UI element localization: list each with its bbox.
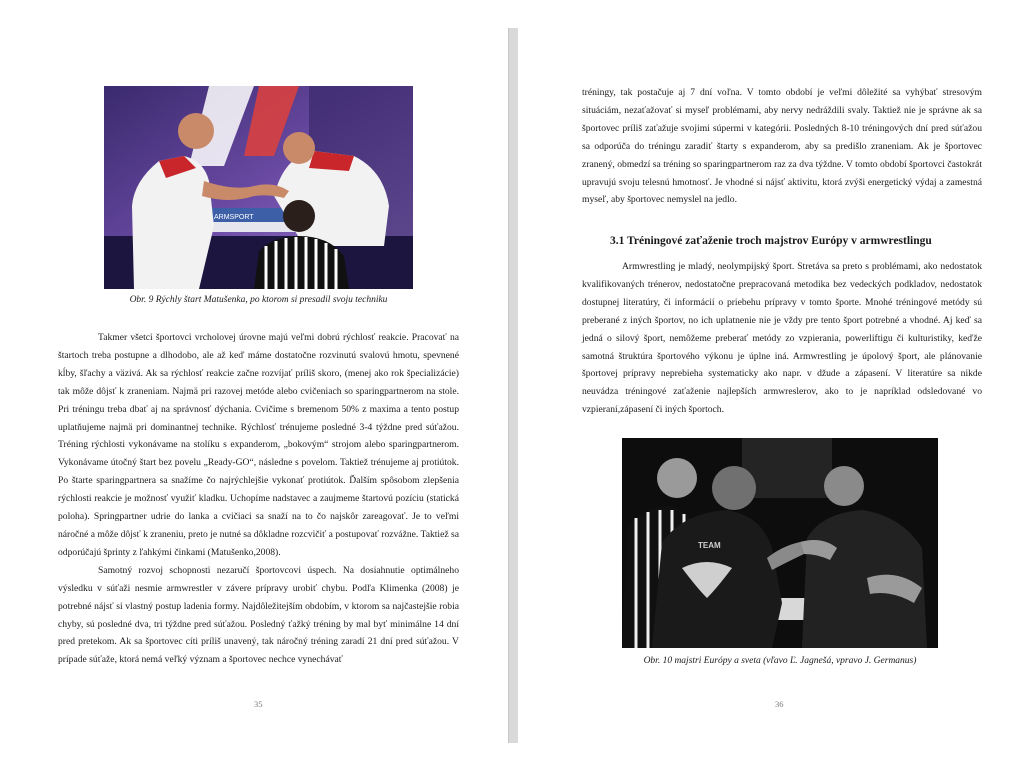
figure-9-photo	[104, 86, 413, 289]
paragraph: Samotný rozvoj schopnosti nezaručí športovcovi úspech. Na dosiahnutie optimálneho výsledku v súťaži nesmie armwrestler v závere prípravy urobiť chybu. Podľa Klimenka (2008) je potrebné nájsť si vlastný postup ladenia formy. Najdôležitejším obdobím, v ktorom sa najčastejšie robia chyby, sú posledné dva, tri týždne pred súťažou. Posledný ťažký tréning by mal byť minimálne 14 dní pred pretekom. Ak sa športovec cíti príliš unavený, tak náročný tréning zaradí 21 dní pred súťažou. V prípade súťaže, ktorá nemá veľký význam a športovec nechce vynechávať	[58, 564, 459, 666]
figure-10-photo	[622, 438, 938, 648]
left-page	[0, 0, 508, 768]
figure-10-caption: Obr. 10 majstri Európy a sveta (vľavo Ľ. Jagnešá, vpravo J. Germanus)	[643, 656, 917, 666]
paragraph: tréningy, tak postačuje aj 7 dní voľna. V tomto období je veľmi dôležité sa vyhýbať stresovým situáciám, nezaťažovať si myseľ problémami, aby nervy nedráždili svaly. Taktiež nie je správne ak sa športovec príliš zaťažuje svojimi súpermi v kategórii. Posledných 8-10 tréningových dní pred súťažou sa odporúča do tréningu zaradiť štarty s expanderom, aby sa predišlo zraneniam. Ak je športovec zranený, obmedzí sa tréning so sparingpartnerom raz za dva týždne. V tomto období športovci častokrát upravujú svoju telesnú hmotnosť. Je vhodné si nájsť aktivitu, ktorá zvýši energetický výdaj a zamestná myseľ, aby športovec nemyslel na jedlo.	[582, 87, 982, 206]
right-body-text-continued	[582, 84, 982, 209]
photo-shirt-text: TEAM	[698, 541, 721, 550]
photo-banner-text: ARMSPORT	[214, 214, 254, 221]
figure-9-caption: Obr. 9 Rýchly štart Matušenka, po ktorom si presadil svoju techniku	[129, 295, 388, 305]
page-number: 36	[775, 699, 784, 709]
section-heading: 3.1 Tréningové zaťaženie troch majstrov Európy v armwrestlingu	[610, 235, 932, 247]
left-body-text	[58, 329, 459, 669]
paragraph: Takmer všetci športovci vrcholovej úrovne majú veľmi dobrú rýchlosť reakcie. Pracovať na štartoch treba postupne a dlhodobo, ale až keď máme dostatočne rozvinutú svalovú hmotu, spevnené kĺby, šľachy a väzivá. Ak sa rýchlosť reakcie začne rozvíjať príliš skoro, (menej ako rok špecializácie) tak môže dôjsť k zraneniam. Najmä pri razovej metóde alebo cvičeniach so sparingpartnerom na stole. Pri tréningu treba dbať aj na správnosť dýchania. Cvičime s bremenom 50% z maxima a tento postup uplatňujeme najmä pri dominantnej technike. Rýchlosť trénujeme posledné 3-4 týždne pred súťažou. Tréning rýchlosti vykonávame na stolíku s expanderom, „bokovým“ strojom alebo sparingpartnerom. Vykonávame útočný štart bez povelu „Ready-GO“, následne s povelom. Taktiež trénujeme aj protiútok. Po štarte sparingpartnera sa snažíme čo najrýchlejšie vykonať protiútok. Ďalším spôsobom zlepšenia rýchlosti reakcie je možnosť využiť kladku. Uchopíme nadstavec a zaujmeme štartovú pozíciu (statická poloha). Springpartner udrie do lanka a cvičiaci sa snaží na to čo najskôr zareagovať. Je to veľmi náročné a môže dôjsť k zraneniu, preto je nutné sa dôkladne rozcvičiť a postupovať rozvážne. Taktiež sa odporúčajú šprinty z ľahkými činkami (Matušenko,2008).	[58, 332, 459, 558]
right-body-text	[582, 258, 982, 419]
page-number: 35	[254, 699, 263, 709]
paragraph: Armwrestling je mladý, neolympijský šport. Stretáva sa preto s problémami, ako nedostatok kvalifikovaných trénerov, nedostatočne prepracovaná metodika bez vedeckých podkladov, nedostatok dostupnej literatúry, či informácií o priebehu prípravy v tomto športe. Mnohé tréningové metódy sú preberané z iných športov, no ich uplatnenie nie je vždy pre tento šport potrebné a vhodné. Aj keď sa jedná o silový šport, nemôžeme preberať metódy zo vzpierania, powerliftigu či kulturistiky, keďže samotná štruktúra športového výkonu je úplne iná. Armwrestling je úpolový šport, ale plánovanie športovej prípravy neprebieha systematicky ako napr. v džude a zápasení. V literatúre sa nikde neuvádza tréningové zaťaženie najlepších armwreslerov, ako to je napríklad odsledované vo vzpieraní,zápasení či iných športoch.	[582, 261, 982, 416]
right-page	[518, 0, 1024, 768]
